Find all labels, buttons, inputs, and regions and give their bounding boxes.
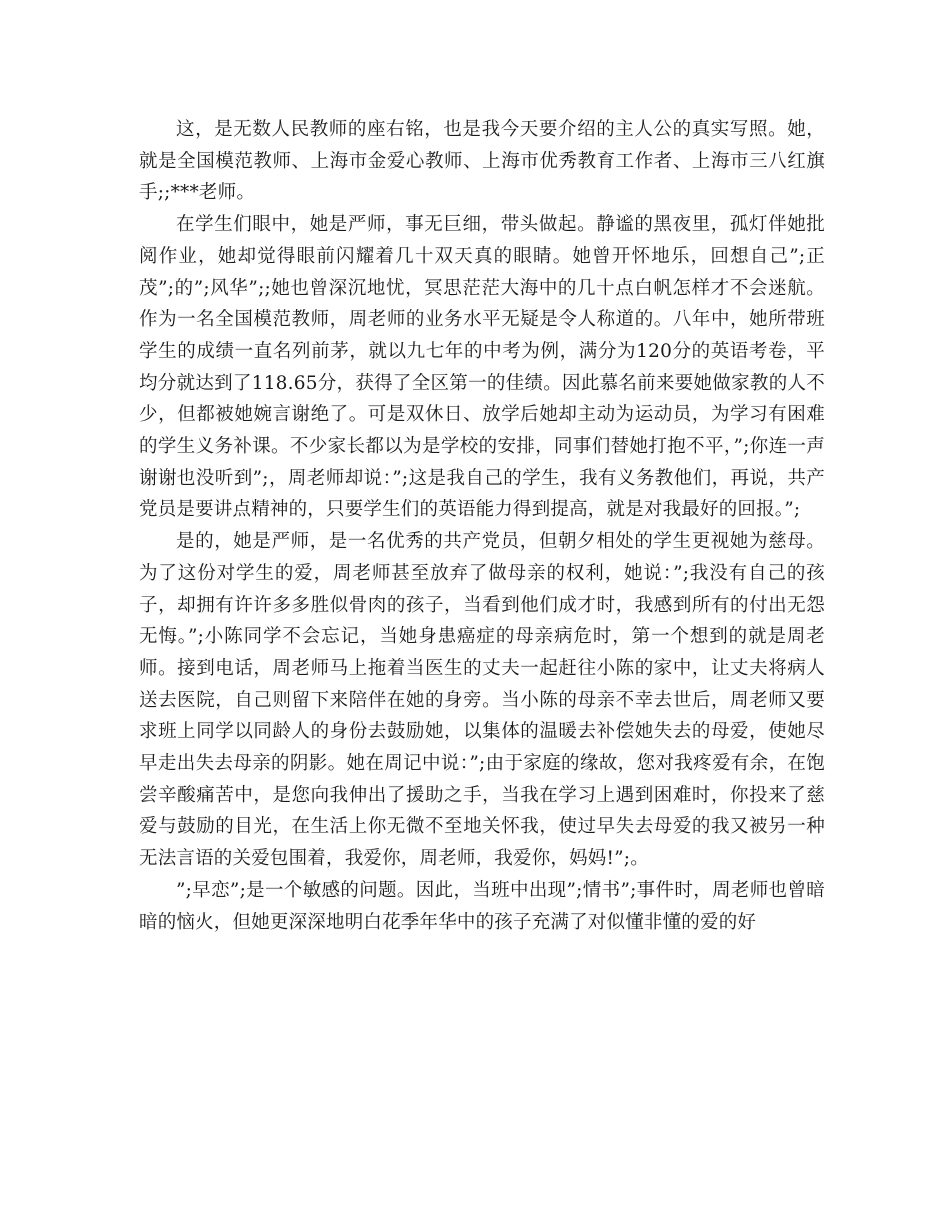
- paragraph-1: 这，是无数人民教师的座右铭，也是我今天要介绍的主人公的真实写照。她，就是全国模范教师、上海市金爱心教师、上海市优秀教育工作者、上海市三八红旗手;;***老师。: [139, 119, 825, 204]
- paragraph-3: 是的，她是严师，是一名优秀的共产党员，但朝夕相处的学生更视她为慈母。为了这份对学生的爱，周老师甚至放弃了做母亲的权利，她说：”;我没有自己的孩子，却拥有许许多多胜似骨肉的孩子，当看到他们成才时，我感到所有的付出无怨无悔。”;小陈同学不会忘记，当她身患癌症的母亲病危时，第一个想到的就是周老师。接到电话，周老师马上拖着当医生的丈夫一起赶往小陈的家中，让丈夫将病人送去医院，自己则留下来陪伴在她的身旁。当小陈的母亲不幸去世后，周老师又要求班上同学以同龄人的身份去鼓励她，以集体的温暖去补偿她失去的母爱，使她尽早走出失去母亲的阴影。她在周记中说：”;由于家庭的缘故，您对我疼爱有余，在饱尝辛酸痛苦中，是您向我伸出了援助之手，当我在学习上遇到困难时，你投来了慈爱与鼓励的目光，在生活上你无微不至地关怀我，使过早失去母爱的我又被另一种无法言语的关爱包围着，我爱你，周老师，我爱你，妈妈!”;。: [139, 531, 826, 870]
- document-body: [139, 114, 825, 938]
- paragraph-4: ”;早恋”;是一个敏感的问题。因此，当班中出现”;情书”;事件时，周老师也曾暗暗的恼火，但她更深深地明白花季年华中的孩子充满了对似懂非懂的爱的好: [139, 879, 825, 933]
- paragraph-2: 在学生们眼中，她是严师，事无巨细，带头做起。静谧的黑夜里，孤灯伴她批阅作业，她却觉得眼前闪耀着几十双天真的眼睛。她曾开怀地乐，回想自己”;正茂”;的”;风华”;;她也曾深沉地忧，冥思茫茫大海中的几十点白帆怎样才不会迷航。作为一名全国模范教师，周老师的业务水平无疑是令人称道的。八年中，她所带班学生的成绩一直名列前茅，就以九七年的中考为例，满分为120分的英语考卷，平均分就达到了118.65分，获得了全区第一的佳绩。因此慕名前来要她做家教的人不少，但都被她婉言谢绝了。可是双休日、放学后她却主动为运动员，为学习有困难的学生义务补课。不少家长都以为是学校的安排，同事们替她打抱不平，”;你连一声谢谢也没听到”;，周老师却说：”;这是我自己的学生，我有义务教他们，再说，共产党员是要讲点精神的，只要学生们的英语能力得到提高，就是对我最好的回报。”;: [139, 214, 825, 521]
